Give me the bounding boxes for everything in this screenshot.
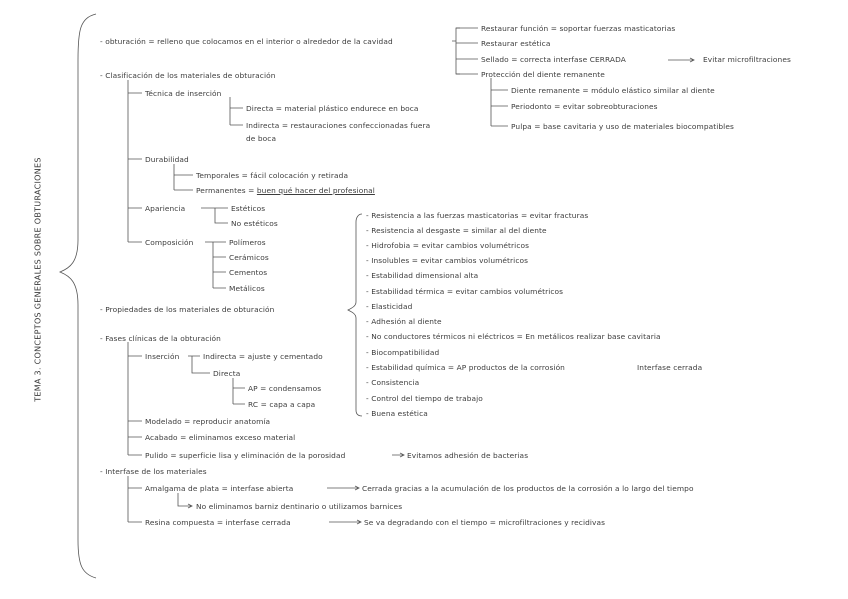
barniz-item: No eliminamos barniz dentinario o utilizamos barnices [196, 502, 403, 511]
propiedad-item: - Estabilidad térmica = evitar cambios volumétricos [366, 287, 564, 296]
main-brace [60, 14, 96, 578]
esteticos-item: Estéticos [231, 204, 266, 213]
propiedad-item: - Biocompatibilidad [366, 348, 440, 357]
interfase-cerrada-note: Interfase cerrada [637, 363, 703, 372]
propiedad-item: - Resistencia al desgaste = similar al del diente [366, 226, 547, 235]
fases-head: - Fases clínicas de la obturación [100, 334, 221, 343]
no-esteticos-item: No estéticos [231, 219, 278, 228]
directa-item: Directa = material plástico endurece en boca [246, 104, 419, 113]
propiedad-item: - Buena estética [366, 409, 428, 418]
modelado-item: Modelado = reproducir anatomía [145, 417, 271, 426]
interfase-head: - Interfase de los materiales [100, 467, 207, 476]
amalgama-result: Cerrada gracias a la acumulación de los productos de la corrosión a lo largo del tiempo [362, 484, 694, 493]
durabilidad-label: Durabilidad [145, 155, 189, 164]
propiedad-item: - Resistencia a las fuerzas masticatorias = evitar fracturas [366, 211, 589, 220]
composicion-item: Polímeros [229, 238, 266, 247]
permanentes-item: Permanentes = buen qué hacer del profesional [196, 186, 375, 195]
proteccion-item: Diente remanente = módulo elástico similar al diente [511, 86, 715, 95]
sellado-result: Evitar microfiltraciones [703, 55, 791, 64]
funcion-item: Restaurar estética [481, 39, 551, 48]
propiedad-item: - No conductores térmicos ni eléctricos = En metálicos realizar base cavitaria [366, 332, 661, 341]
fase-indirecta: Indirecta = ajuste y cementado [203, 352, 323, 361]
propiedad-item: - Consistencia [366, 378, 420, 387]
obturacion-definition: - obturación = relleno que colocamos en el interior o alrededor de la cavidad [100, 37, 393, 46]
propiedad-item: - Estabilidad química = AP productos de la corrosión [366, 363, 565, 372]
apariencia-label: Apariencia [145, 204, 186, 213]
fase-rc: RC = capa a capa [248, 400, 316, 409]
acabado-item: Acabado = eliminamos exceso material [145, 433, 296, 442]
resina-result: Se va degradando con el tiempo = microfiltraciones y recidivas [364, 518, 606, 527]
amalgama-item: Amalgama de plata = interfase abierta [145, 484, 294, 493]
tecnica-label: Técnica de inserción [145, 89, 222, 98]
propiedad-item: - Control del tiempo de trabajo [366, 394, 483, 403]
propiedad-item: - Estabilidad dimensional alta [366, 271, 479, 280]
pulido-item: Pulido = superficie lisa y eliminación de la porosidad [145, 451, 346, 460]
propiedad-item: - Insolubles = evitar cambios volumétricos [366, 256, 529, 265]
funcion-item: Sellado = correcta interfase CERRADA [481, 55, 626, 64]
propiedad-item: - Adhesión al diente [366, 317, 442, 326]
pulido-result: Evitamos adhesión de bacterias [407, 451, 529, 460]
clasificacion-head: - Clasificación de los materiales de obturación [100, 71, 276, 80]
fase-directa: Directa [213, 369, 241, 378]
composicion-item: Cerámicos [229, 253, 269, 262]
obturacion-brace [452, 28, 460, 74]
composicion-item: Metálicos [229, 284, 265, 293]
propiedades-head: - Propiedades de los materiales de obturación [100, 305, 275, 314]
composicion-label: Composición [145, 238, 194, 247]
insercion-label: Inserción [145, 352, 180, 361]
page-title: TEMA 3. CONCEPTOS GENERALES SOBRE OBTURACIONES [33, 157, 43, 402]
proteccion-item: Pulpa = base cavitaria y uso de materiales biocompatibles [511, 122, 734, 131]
fase-ap: AP = condensamos [248, 384, 322, 393]
temporales-item: Temporales = fácil colocación y retirada [196, 171, 349, 180]
funcion-item: Protección del diente remanente [481, 70, 605, 79]
funcion-item: Restaurar función = soportar fuerzas masticatorias [481, 24, 676, 33]
proteccion-item: Periodonto = evitar sobreobturaciones [511, 102, 658, 111]
indirecta-item: Indirecta = restauraciones confeccionadas fuera [246, 121, 431, 130]
propiedades-brace [348, 214, 362, 416]
propiedad-item: - Elasticidad [366, 302, 413, 311]
composicion-item: Cementos [229, 268, 268, 277]
propiedad-item: - Hidrofobia = evitar cambios volumétricos [366, 241, 530, 250]
resina-item: Resina compuesta = interfase cerrada [145, 518, 291, 527]
indirecta-item-cont: de boca [246, 134, 277, 143]
